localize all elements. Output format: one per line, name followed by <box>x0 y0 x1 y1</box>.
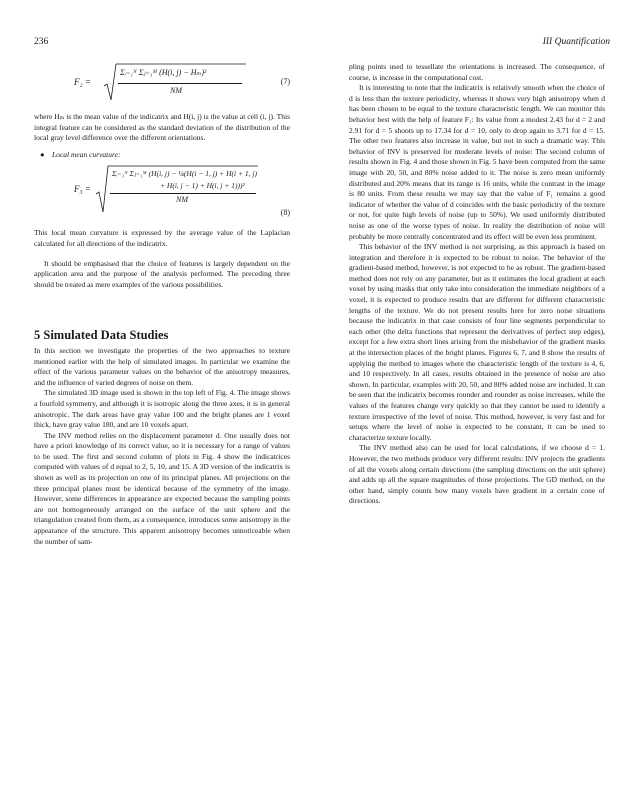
bullet-local-mean-curvature <box>34 150 290 161</box>
eq7-number: (7) <box>280 77 290 86</box>
bullet-label: Local mean curvature: <box>52 149 121 159</box>
bullet-dot-icon: ● <box>40 149 45 159</box>
eq7-description: where Hₘ is the mean value of the indicatrix and H(i, j) is the value at cell (i, j). This integral feature can be considered as the standard deviation of the distribution of the local gray level difference over the different orientations. <box>34 112 290 143</box>
paragraph-inv-method: The INV method relies on the displacement parameter d. One usually does not have a priori knowledge of its correct value, so it is necessary for a range of values to be used. The first and second column of plots in Fig. 4 show the indicatrices computed with values of d equal to 2, 5, 10, and 15. A 3D version of the indicatrix is shown as well as its projection on one of its principal planes. All projections on the three principal planes must be identical because of the symmetry of the image. However, some differences in appearance are expected because the sampling points are not homogeneously arranged on the surface of the unit sphere and the triangulation created from them, as a consequence, introduces some anisotropy in the appearance of the structure. This apparent anisotropy becomes unnoticeable when the number of sam- <box>34 430 290 546</box>
right-column <box>349 62 605 507</box>
running-head: III Quantification <box>542 37 610 47</box>
left-column <box>34 62 290 547</box>
page-number: 236 <box>34 37 49 47</box>
eq7-label: F₂ = <box>74 77 91 87</box>
eq8-numerator-line1: Σᵢ₌₁ᴺ Σⱼ₌₁ᴹ (H(i, j) − ¼(H(i − 1, j) + H(i + 1, j) <box>112 169 258 179</box>
paragraph-simulated-image: The simulated 3D image used is shown in the top left of Fig. 4. The image shows a fourfold symmetry, and although it is isotropic along the three axes, it is in general anisotropic. The dark areas have gray value 100 and the bright planes are 1 voxel thick, have gray value 180, and are 10 voxels apart. <box>34 388 290 430</box>
paragraph-sampling: pling points used to tessellate the orientations is increased. The consequence, of course, is increase in the computational cost. <box>349 62 605 82</box>
eq8-description: This local mean curvature is expressed by the average value of the Laplacian calculated for all directions of the indicatrix. <box>34 228 290 248</box>
eq7-denominator: NM <box>170 86 182 95</box>
eq8-fraction-bar <box>110 193 256 194</box>
paragraph-local-calculations: The INV method also can be used for local calculations, if we choose d = 1. However, the two methods produce very different results: INV projects the gradients of all the voxels along certain directions (the sampling directions on the unit sphere) and adds up all the square magnitudes of those projections. The GD method, on the other hand, simply counts how many voxels have gradient in a certain cone of directions. <box>349 443 605 506</box>
equation-8 <box>34 164 290 222</box>
eq7-fraction-bar <box>118 83 242 84</box>
paragraph-features: It should be emphasised that the choice of features is largely dependent on the application area and the purpose of the analysis performed. The preceding three should be treated as mere examples of the various possibilities. <box>34 258 290 289</box>
eq8-number: (8) <box>280 208 290 218</box>
eq8-numerator-line2: + H(i, j − 1) + H(i, j + 1)))² <box>160 181 245 191</box>
eq8-denominator: NM <box>176 195 188 205</box>
section-title: 5 Simulated Data Studies <box>34 328 169 343</box>
eq7-numerator: Σᵢ₌₁ᴺ Σⱼ₌₁ᴹ (H(i, j) − Hₘ)² <box>120 68 207 77</box>
paragraph-indicatrix-behavior: It is interesting to note that the indicatrix is relatively smooth when the choice of d is less than the texture periodicity, whereas it shows very high anisotropy when d has been chosen to be equal to the texture characteristic length. We can monitor this behavior best with the help of feature F₁: Its value from a modest 2.43 for d = 2 and 2.91 for d = 5 shoots up to 17.34 for d = 10, only to drop again to 3.71 for d = 15. The other two features also increase in value, but not in such a dramatic way. This behavior of INV is preserved for moderate levels of noise: The second column of results shown in Fig. 4 and those shown in Fig. 5 have been computed from the same image with 20, 50, and 80% noise added to it. The noise is zero mean uniformly distributed and 20% means that its range is 16 units, while the contrast in the image is 80 units. From these results we may say that the value of F₁ remains a good indicator of whether the value of d coincides with the basic periodicity of the texture or not, for quite high levels of noise (up to 50%). We used uniformly distributed noise as one of the worse types of noise. In reality the distribution of noise will probably be more centrally concentrated and its effect will be even less prominent. <box>349 83 605 241</box>
paragraph-gradient-method: This behavior of the INV method is not surprising, as this approach is based on integration and therefore it is expected to be robust to noise. The behavior of the gradient-based method, however, is not expected to be as robust. The gradient-based method does not rely on any parameter, but as it estimates the local gradient at each voxel by using masks that only take into consideration the immediate neighbors of a voxel, it is expected to produce results that are different for different characteristic lengths of the texture. We do not present results here for zero noise situations because the indicatrix in that case consists of four line segments perpendicular to each other (the delta functions that represent the derivatives of perfect step edges), except for a few extra short lines arising from the misbehavior of the gradient masks at the intersection places of the bright planes. Figures 6, 7, and 8 show the results of applying the method to images where the characteristic length of the texture is 4, 6, and 10 respectively. In all cases, results obtained in the presence of noise are also shown. In particular, examples with 20, 50, and 80% added noise are included. It can be seen that the indicatrix becomes rounder and rounder as noise increases, while the values of the features change very quickly so that they cannot be used to identify a texture irrespective of the level of noise. This method, however, is very fast and for setups where the level of noise is expected to be constant, it can be used to characterize texture locally. <box>349 242 605 442</box>
paragraph-simulated-intro: In this section we investigate the properties of the two approaches to texture mentioned earlier with the help of simulated images. In particular we examine the effect of the various parameter values on the behavior of the anisotropy measures, and the influence of varied degrees of noise on them. <box>34 345 290 387</box>
equation-7 <box>34 62 290 106</box>
eq8-label: F₃ = <box>74 184 91 195</box>
